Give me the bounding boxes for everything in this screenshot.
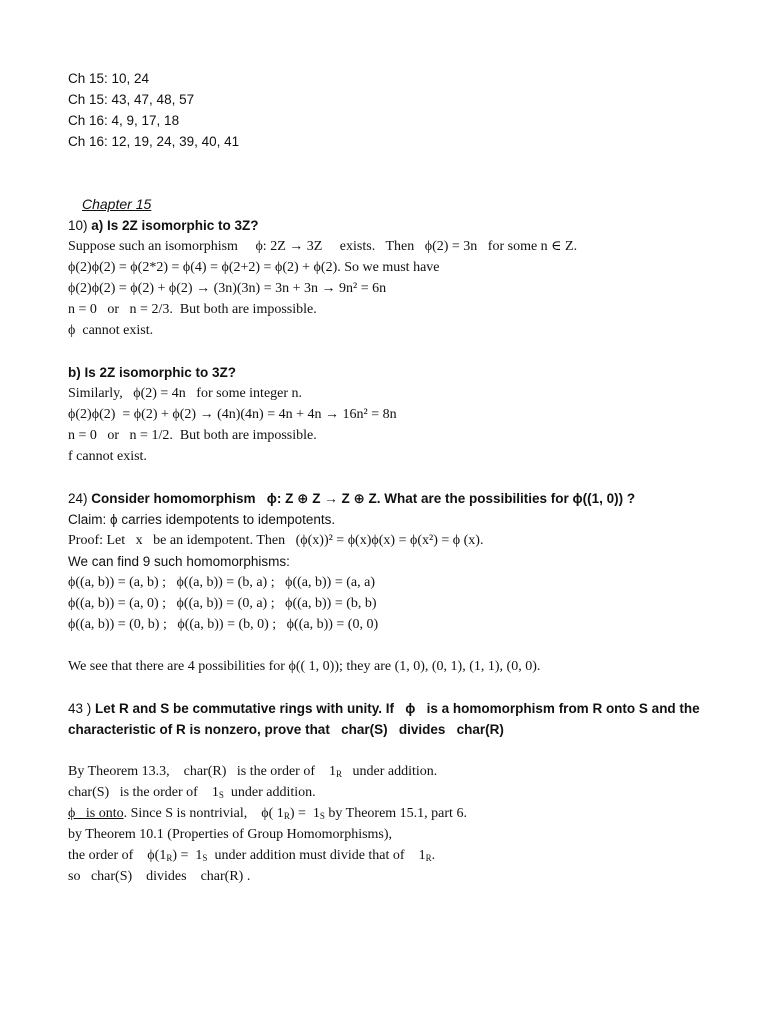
text-run: . Since S is nontrivial, ϕ( 1 [123,806,284,821]
text-run: under addition must divide that of 1 [207,848,426,863]
problem-number: 10) [68,218,92,233]
subscript: R [336,769,343,779]
subscript: S [218,790,224,800]
spacer [68,467,728,488]
solution-line: ϕ(2)ϕ(2) = ϕ(2) + ϕ(2) → (4n)(4n) = 4n + 4n → 16n² = 8n [68,407,397,422]
assignment-line: Ch 16: 4, 9, 17, 18 [68,113,180,128]
document-page [68,68,728,887]
text-run: ) = 1 [172,848,203,863]
problem-number: 43 ) [68,701,96,716]
text-run: char(S) is the order of 1 [68,785,219,800]
assignment-list [68,68,728,152]
spacer [68,740,728,761]
text-run: under addition. [223,785,316,800]
text-run: the order of ϕ(1 [68,848,167,863]
solution-line [68,761,728,782]
problem-43 [68,698,728,887]
claim-line: Claim: ϕ carries idempotents to idempotents. [68,512,336,527]
text-run: by Theorem 15.1, part 6. [324,806,467,821]
homomorphism-row: ϕ((a, b)) = (a, b) ; ϕ((a, b)) = (b, a) ; ϕ((a, b)) = (a, a) [68,575,375,590]
subscript: S [319,811,325,821]
solution-line [68,845,728,866]
solution-line: f cannot exist. [68,449,147,464]
assignment-line: Ch 15: 10, 24 [68,71,150,86]
problem-question [68,698,728,719]
solution-line: ϕ(2)ϕ(2) = ϕ(2*2) = ϕ(4) = ϕ(2+2) = ϕ(2) + ϕ(2). So we must have [68,260,440,275]
problem-number: 24) [68,491,92,506]
proof-line: Proof: Let x be an idempotent. Then (ϕ(x))² = ϕ(x)ϕ(x) = ϕ(x²) = ϕ (x). [68,533,484,548]
solution-line: ϕ cannot exist. [68,323,154,338]
underlined-text: ϕ is onto [68,806,124,821]
text-run: By Theorem 13.3, char(R) is the order of 1 [68,764,337,779]
problem-10b [68,362,728,467]
solution-line: ϕ(2)ϕ(2) = ϕ(2) + ϕ(2) → (3n)(3n) = 3n + 3n → 9n² = 6n [68,281,387,296]
question-text: Let R and S be commutative rings with unity. If ϕ is a homomorphism from R onto S and the [95,701,700,716]
solution-line [68,782,728,803]
chapter-heading-row [68,173,728,212]
text-run: . [431,848,436,863]
subscript: R [166,853,173,863]
solution-line: Similarly, ϕ(2) = 4n for some integer n. [68,386,303,401]
spacer [68,341,728,362]
homomorphism-row: ϕ((a, b)) = (a, 0) ; ϕ((a, b)) = (0, a) ; ϕ((a, b)) = (b, b) [68,596,377,611]
conclusion-line: We see that there are 4 possibilities for ϕ(( 1, 0)); they are (1, 0), (0, 1), (1, 1), (0, 0). [68,659,541,674]
subscript: R [283,811,290,821]
problem-24 [68,488,728,677]
solution-line [68,803,728,824]
assignment-line: Ch 16: 12, 19, 24, 39, 40, 41 [68,134,240,149]
chapter-heading: Chapter 15 [82,196,152,212]
subscript: S [202,853,208,863]
question-text: b) Is 2Z isomorphic to 3Z? [68,365,237,380]
problem-question [68,488,728,509]
solution-line: by Theorem 10.1 (Properties of Group Homomorphisms), [68,827,393,842]
solution-line: so char(S) divides char(R) . [68,869,251,884]
question-text: characteristic of R is nonzero, prove that char(S) divides char(R) [68,722,504,737]
question-text: Consider homomorphism ϕ: Z ⊕ Z → Z ⊕ Z. What are the possibilities for ϕ((1, 0)) ? [91,491,636,506]
solution-line: We can find 9 such homomorphisms: [68,554,290,569]
solution-line: Suppose such an isomorphism ϕ: 2Z → 3Z exists. Then ϕ(2) = 3n for some n ∈ Z. [68,239,578,254]
solution-line: n = 0 or n = 2/3. But both are impossible. [68,302,317,317]
homomorphism-row: ϕ((a, b)) = (0, b) ; ϕ((a, b)) = (b, 0) ; ϕ((a, b)) = (0, 0) [68,617,379,632]
text-run: ) = 1 [289,806,320,821]
solution-line: n = 0 or n = 1/2. But both are impossible. [68,428,317,443]
subscript: R [425,853,432,863]
spacer [68,152,728,173]
assignment-line: Ch 15: 43, 47, 48, 57 [68,92,195,107]
question-text: a) Is 2Z isomorphic to 3Z? [91,218,259,233]
problem-10a [68,215,728,341]
spacer [68,677,728,698]
spacer [68,635,728,656]
problem-question [68,215,728,236]
text-run: under addition. [342,764,438,779]
spacer [68,194,728,215]
